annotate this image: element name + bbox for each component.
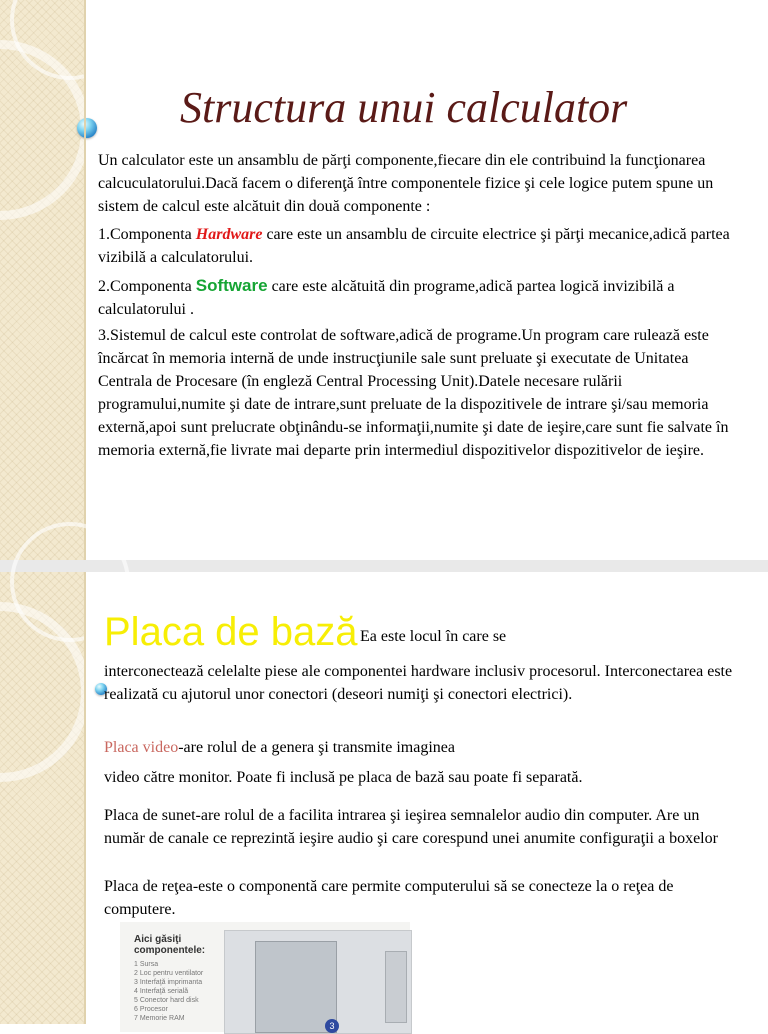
figure-legend-item: 2 Loc pentru ventilator: [134, 970, 204, 977]
hardware-prefix: 1.Componenta: [98, 226, 196, 243]
slide-title: Structura unui calculator: [180, 83, 628, 132]
figure-legend-item: 3 Interfaţă imprimanta: [134, 979, 203, 986]
figure-legend-item: 4 Interfaţă serială: [134, 988, 189, 995]
software-prefix: 2.Componenta: [98, 278, 196, 295]
case-interior: [255, 941, 337, 1033]
figure-number-badge: 3: [325, 1019, 339, 1033]
software-text: care este alcătuită din programe,adică partea logică invizibilă a calculatorului .: [98, 278, 675, 318]
strip-edge: [84, 0, 86, 560]
computer-case-image: [224, 930, 412, 1034]
network-card-paragraph: Placa de reţea-este o componentă care permite computerului să se conecteze la o reţea de computere.: [104, 878, 674, 918]
hardware-item: [98, 223, 738, 269]
slide-motherboard: [0, 572, 768, 1031]
case-side-panel: [385, 951, 407, 1023]
video-card-text: -are rolul de a genera şi transmite imaginea: [178, 739, 455, 756]
intro-paragraph: Un calculator este un ansamblu de părţi componente,fiecare din ele contribuind la funcţionarea calcuculatorului.Dacă facem o diferenţă între componentele fizice şi cele logice putem spune un sistem de calcul este alcătuit din două componente :: [98, 152, 714, 215]
hardware-text: care este un ansamblu de circuite electrice şi părţi mecanice,adică partea vizibilă a calculatorului.: [98, 226, 730, 266]
blue-orb-icon: [77, 118, 97, 138]
video-card-label: Placa video: [104, 739, 179, 756]
figure-title: Aici găsiţi componentele:: [134, 934, 206, 956]
sound-card-paragraph: Placa de sunet-are rolul de a facilita intrarea şi ieşirea semnalelor audio din computer. Are un număr de canale ce reprezintă ieşire audio şi care corespund unei anumite configuraţii a boxelor: [104, 807, 718, 847]
decorative-side-strip: [0, 0, 84, 560]
figure-legend-item: 1 Sursa: [134, 961, 159, 968]
strip-edge: [84, 572, 86, 1024]
section-heading: Placa de bază: [104, 610, 358, 654]
figure-legend-item: 5 Conector hard disk: [134, 997, 199, 1004]
decorative-side-strip: [0, 572, 84, 1024]
figure-legend-item: 6 Procesor: [134, 1006, 168, 1013]
software-item: [98, 274, 738, 321]
heading-note: Ea este locul în care se: [360, 628, 507, 645]
motherboard-paragraph: interconectează celelalte piese ale componentei hardware inclusiv procesorul. Interconectarea este realizată cu ajutorul unor conectori (deseori numiţi şi conectori electrici).: [104, 663, 733, 703]
software-keyword: Software: [195, 276, 268, 295]
figure-legend: [134, 960, 203, 1023]
video-card-line: [104, 736, 754, 759]
computer-components-figure: [120, 922, 410, 1032]
video-card-line-2: video către monitor. Poate fi inclusă pe placa de bază sau poate fi separată.: [104, 769, 583, 786]
system-paragraph: 3.Sistemul de calcul este controlat de software,adică de programe.Un program care rulează este încărcat în memoria internă de unde instrucţiunile sale sunt preluate şi executate de Unitatea Centrala de Procesare (în engleză Central Processing Unit).Datele necesare rulării programului,numite şi date de intrare,sunt preluate de la dispozitivele de intrare şi/sau memoria externă,apoi sunt prelucrate obţinându-se informaţii,numite şi date de ieşire,care sunt fie salvate în memoria externă,fie livrate mai departe prin intermediul dispozitivelor dispozitivelor de ieşire.: [98, 327, 729, 459]
figure-legend-item: 7 Memorie RAM: [134, 1015, 185, 1022]
hardware-keyword: Hardware: [195, 226, 263, 243]
